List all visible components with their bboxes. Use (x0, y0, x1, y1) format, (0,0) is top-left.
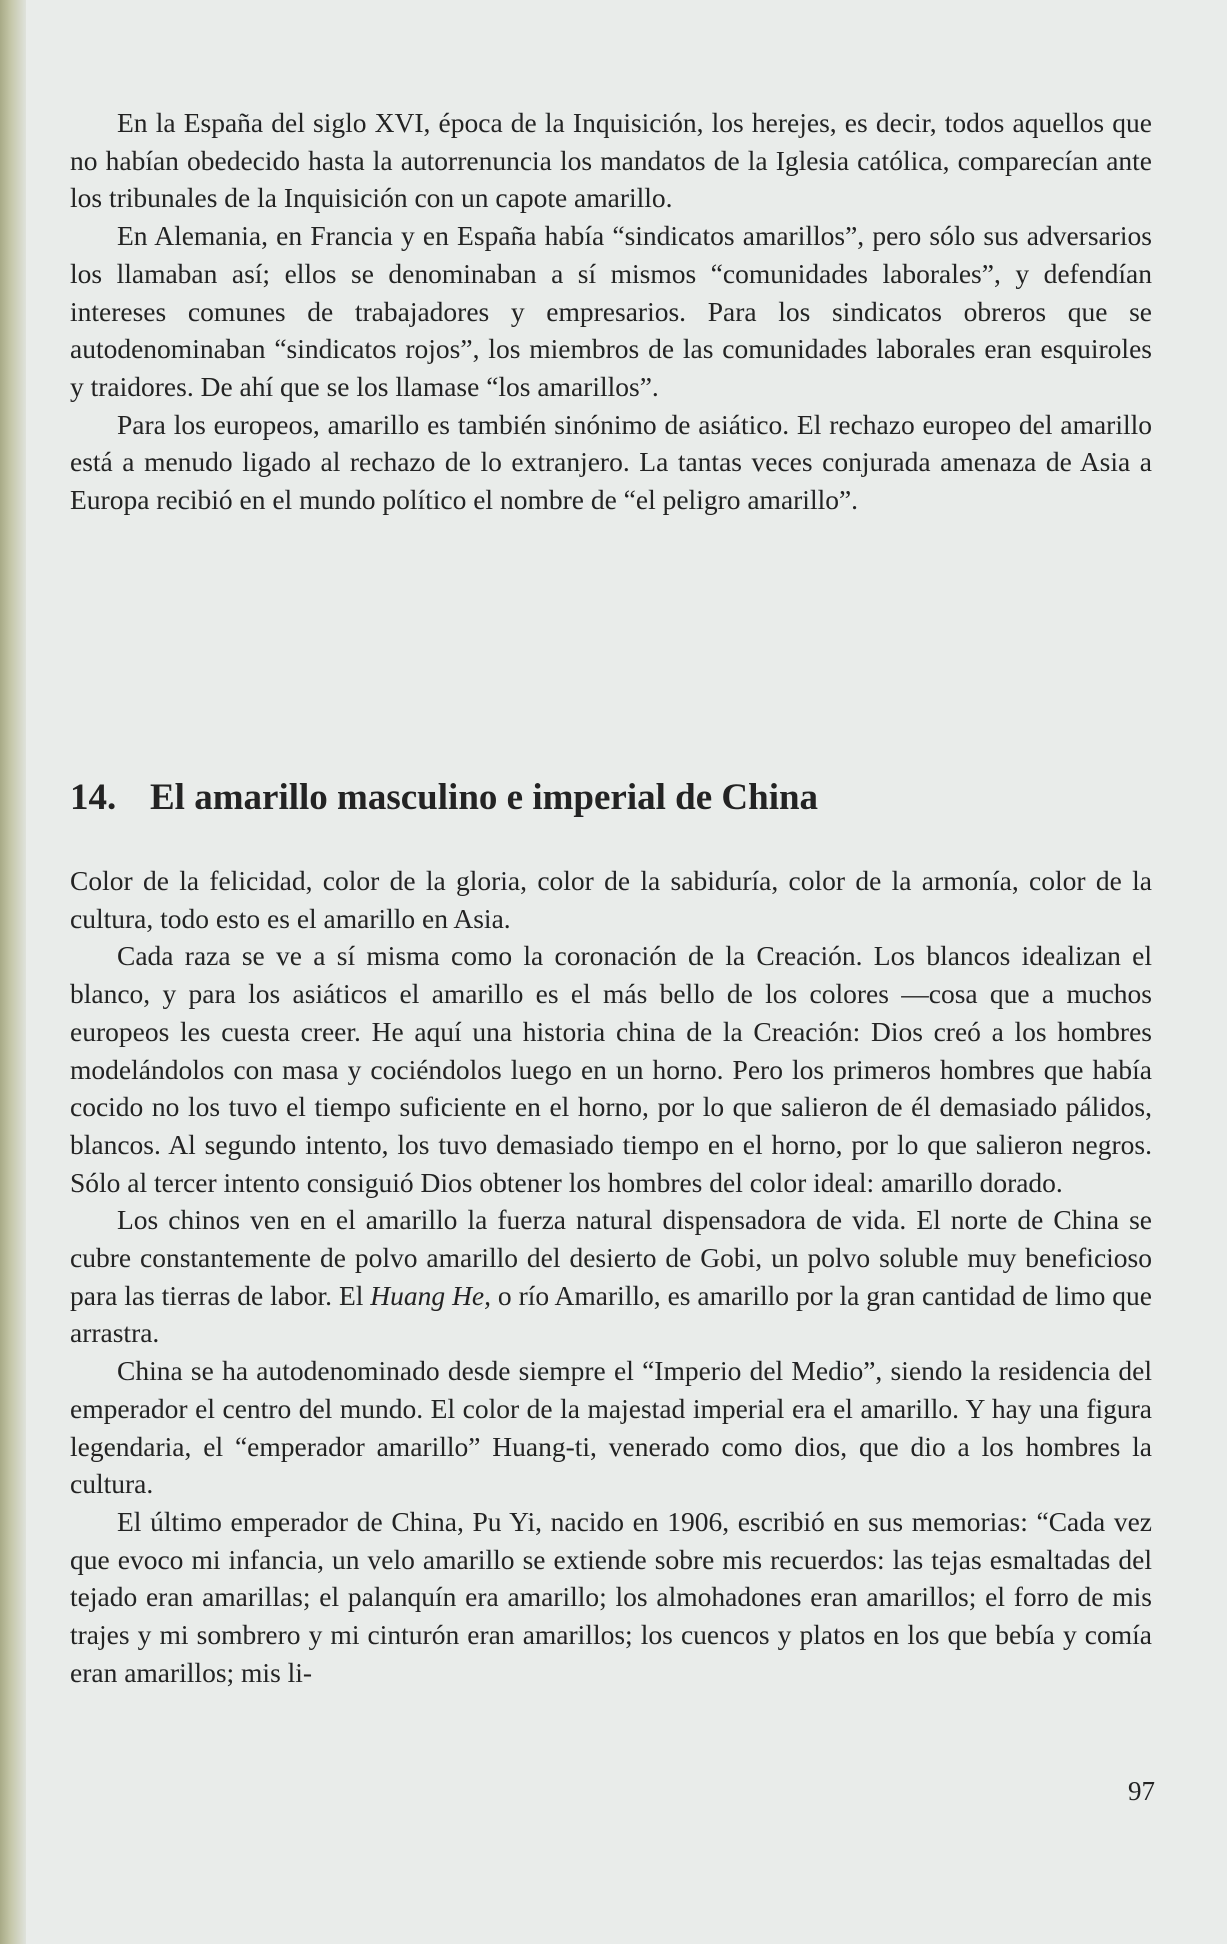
paragraph-europeos: Para los europeos, amarillo es también sinónimo de asiático. El rechazo europeo del amarillo está a menudo ligado al rechazo de lo extranjero. La tantas veces conjurada amenaza de Asia a Europa recibió en el mundo político el nombre de “el peligro amarillo”. (70, 408, 1152, 516)
paragraph-pu-yi: El último emperador de China, Pu Yi, nacido en 1906, escribió en sus memorias: “Cada vez que evoco mi infancia, un velo amarillo se extiende sobre mis recuerdos: las tejas esmaltadas del tejado eran amarillas; el palanquín era amarillo; los almohadones eran amarillos; el forro de mis trajes y mi sombrero y mi cinturón eran amarillos; los cuencos y platos en los que bebía y comía eran amarillos; mis li- (70, 1505, 1152, 1688)
paragraph-felicidad: Color de la felicidad, color de la gloria, color de la sabiduría, color de la armonía, color de la cultura, todo esto es el amarillo en Asia. (70, 865, 1152, 934)
paragraph-imperio-medio: China se ha autodenominado desde siempre el “Imperio del Medio”, siendo la residencia del emperador el centro del mundo. El color de la majestad imperial era el amarillo. Y hay una figura legendaria, el “emperador amarillo” Huang-ti, venerado como dios, que dio a los hombres la cultura. (70, 1355, 1152, 1500)
section-title: El amarillo masculino e imperial de China (150, 777, 819, 818)
paragraph-fuerza-natural-start: Los chinos ven en el amarillo la fuerza natural dispensadora de vida. El norte de China se cubre constantemente de polvo amarillo del desierto de Gobi, un polvo soluble muy beneficioso para las tierras de labor. El (70, 1204, 1152, 1311)
paragraph-sindicatos: En Alemania, en Francia y en España había “sindicatos amarillos”, pero sólo sus adversarios los llamaban así; ellos se denominaban a sí mismos “comunidades laborales”, y defendían intereses comunes de trabajadores y empresarios. Para los sindicatos obreros que se autodenominaban “sindicatos rojos”, los miembros de las comunidades laborales eran esquiroles y traidores. De ahí que se los llamase “los amarillos”. (70, 220, 1152, 402)
section-text-china (70, 862, 1152, 1691)
paragraph-fuerza-natural (70, 1201, 1152, 1352)
paragraph-creacion: Cada raza se ve a sí misma como la coronación de la Creación. Los blancos idealizan el blanco, y para los asiáticos el amarillo es el más bello de los colores —cosa que a muchos europeos les cuesta creer. He aquí una historia china de la Creación: Dios creó a los hombres modelándolos con masa y cociéndolos luego en un horno. Pero los primeros hombres que había cocido no los tuvo el tiempo suficiente en el horno, por lo que salieron de él demasiado pálidos, blancos. Al segundo intento, los tuvo demasiado tiempo en el horno, por lo que salieron negros. Sólo al tercer intento consiguió Dios obtener los hombres del color ideal: amarillo dorado. (70, 940, 1152, 1198)
huang-he-italic: Huang He, (370, 1279, 492, 1311)
section-number: 14. (70, 777, 117, 818)
book-binding-edge (0, 0, 26, 1944)
paragraph-inquisicion: En la España del siglo XVI, época de la Inquisición, los herejes, es decir, todos aquellos que no habían obedecido hasta la autorrenuncia los mandatos de la Iglesia católica, comparecían ante los tribunales de la Inquisición con un capote amarillo. (70, 107, 1152, 214)
page-number: 97 (1128, 1776, 1155, 1806)
paragraph-fuerza-natural-end: o río Amarillo, es amarillo por la gran cantidad de limo que arrastra. (70, 1279, 1152, 1349)
section-text-top (70, 104, 1152, 519)
section-heading (70, 776, 818, 820)
